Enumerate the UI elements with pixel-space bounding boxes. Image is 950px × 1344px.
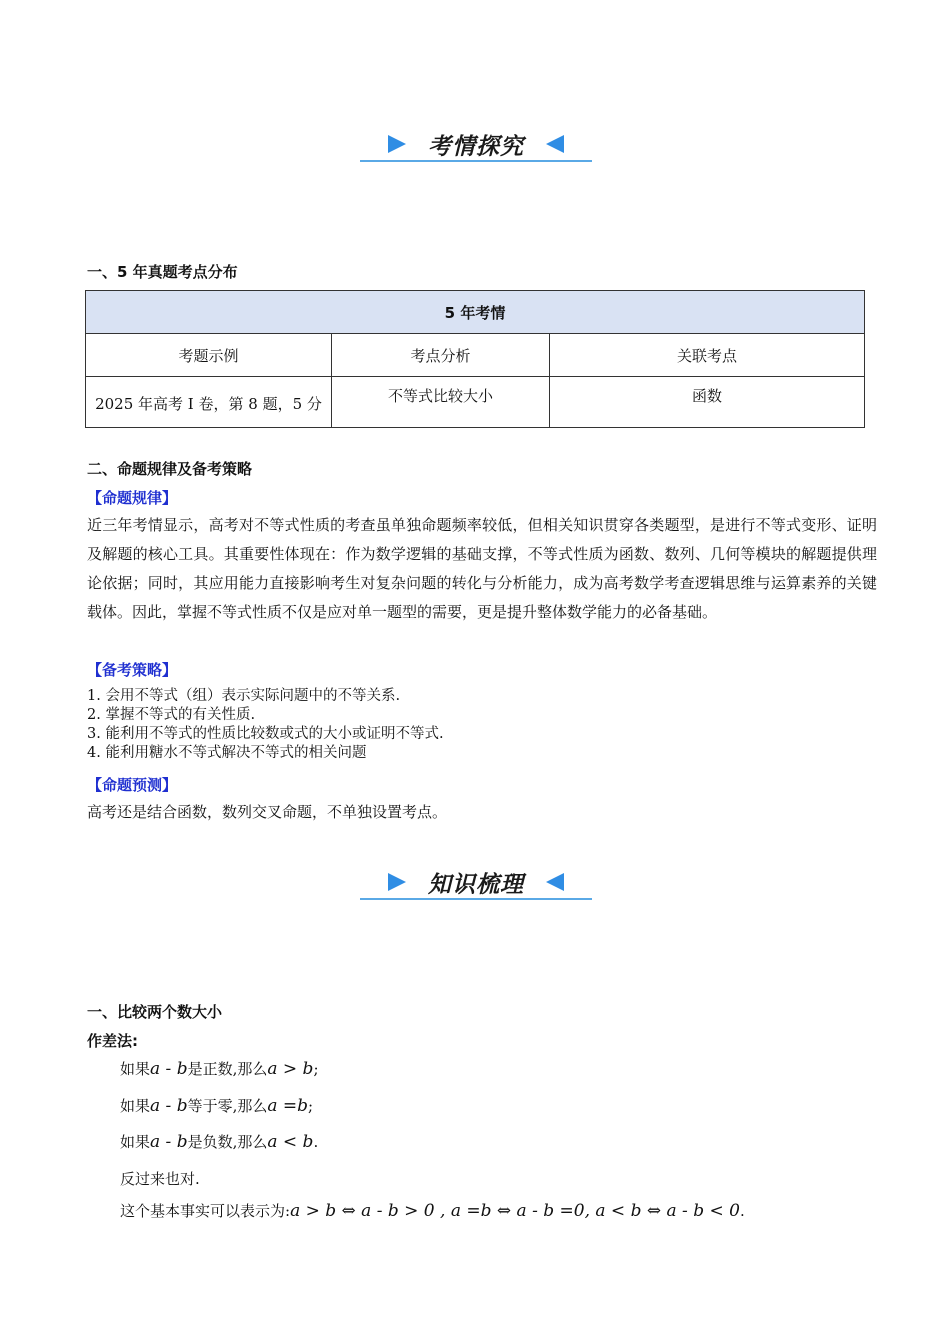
table-header-row (86, 291, 865, 334)
table-columns-row (86, 334, 865, 377)
banner-underline (360, 898, 592, 900)
rule-line-zero (120, 1095, 313, 1116)
exam-table (85, 290, 865, 428)
line-mid: 等于零,那么 (187, 1097, 268, 1115)
col-header: 考题示例 (86, 334, 332, 377)
col-header: 关联考点 (550, 334, 865, 377)
banner-bottom (360, 866, 592, 906)
table-row (86, 377, 865, 428)
triangle-left-icon (546, 873, 564, 891)
summary-end: . (739, 1202, 745, 1220)
line-mid: 是正数,那么 (187, 1060, 268, 1078)
list-item: 3. 能利用不等式的性质比较数或式的大小或证明不等式. (87, 726, 444, 742)
summary-prefix: 这个基本事实可以表示为: (120, 1202, 291, 1220)
math-result: a > b (267, 1059, 314, 1079)
method-label: 作差法: (87, 1032, 138, 1050)
rule-text: 近三年考情显示，高考对不等式性质的考查虽单独命题频率较低，但相关知识贯穿各类题型，是进行不等式变形、证明及解题的核心工具。其重要性体现在：作为数学逻辑的基础支撑，不等式性质为函数、数列、几何等模块的解题提供理论依据；同时，其应用能力直接影响考生对复杂问题的转化与分析能力，成为高考数学考查逻辑思维与运算素养的关键载体。因此，掌握不等式性质不仅是应对单一题型的需要，更是提升整体数学能力的必备基础。 (87, 516, 877, 621)
table-cell: 不等式比较大小 (332, 377, 550, 428)
col-header: 考点分析 (332, 334, 550, 377)
line-end: ; (308, 1097, 314, 1115)
line-prefix: 如果 (120, 1133, 151, 1151)
list-item: 1. 会用不等式（组）表示实际问题中的不等关系. (87, 688, 401, 704)
predict-tag: 【命题预测】 (87, 776, 178, 794)
line-end: ; (313, 1060, 319, 1078)
rule-line-negative (120, 1131, 318, 1152)
banner-title: 考情探究 (428, 134, 524, 160)
triangle-left-icon (546, 135, 564, 153)
line-prefix: 如果 (120, 1060, 151, 1078)
strategy-list (87, 687, 444, 763)
math-expr: a - b (150, 1059, 188, 1079)
banner-underline (360, 160, 592, 162)
line-end: . (313, 1133, 319, 1151)
math-result: a =b (267, 1096, 309, 1116)
table-header: 5 年考情 (86, 291, 865, 334)
table-cell: 函数 (550, 377, 865, 428)
math-result: a < b (267, 1132, 314, 1152)
converse-line: 反过来也对. (120, 1170, 200, 1188)
list-item: 4. 能利用糖水不等式解决不等式的相关问题 (87, 745, 367, 761)
rule-line-positive (120, 1058, 319, 1079)
table-cell: 2025 年高考 I 卷，第 8 题，5 分 (86, 377, 332, 428)
banner-top (360, 128, 592, 168)
line-mid: 是负数,那么 (187, 1133, 268, 1151)
section1-title: 一、5 年真题考点分布 (87, 263, 238, 281)
rule-tag: 【命题规律】 (87, 489, 178, 507)
summary-formula: a > b ⇔ a - b > 0 , a =b ⇔ a - b =0, a < b ⇔ a - b < 0 (290, 1201, 740, 1221)
banner-title: 知识梳理 (428, 872, 524, 898)
line-prefix: 如果 (120, 1097, 151, 1115)
predict-text: 高考还是结合函数，数列交叉命题，不单独设置考点。 (87, 803, 448, 821)
strategy-tag: 【备考策略】 (87, 661, 178, 679)
summary-line (120, 1200, 745, 1221)
math-expr: a - b (150, 1132, 188, 1152)
section2-title: 二、命题规律及备考策略 (87, 460, 253, 478)
list-item: 2. 掌握不等式的有关性质. (87, 707, 256, 723)
math-expr: a - b (150, 1096, 188, 1116)
knowledge-title: 一、比较两个数大小 (87, 1003, 223, 1021)
